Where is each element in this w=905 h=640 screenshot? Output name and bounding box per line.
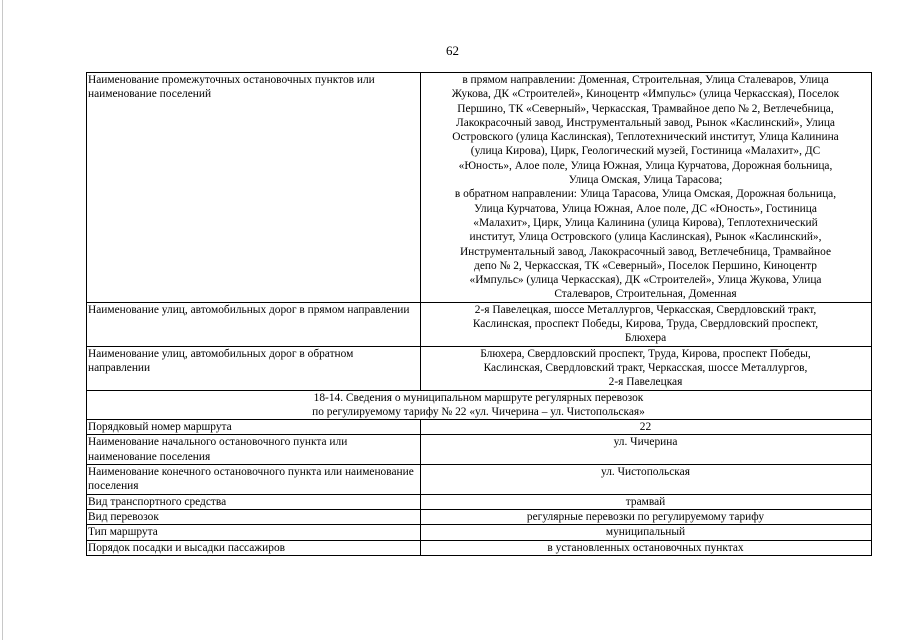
row-label: Порядковый номер маршрута — [87, 420, 421, 435]
row-value: муниципальный — [421, 525, 872, 540]
table-row-vehicle-type — [87, 494, 872, 509]
table-row-streets-forward — [87, 302, 872, 346]
section-heading-row — [87, 390, 872, 420]
row-label: Наименование конечного остановочного пункта или наименование поселения — [87, 465, 421, 495]
row-value: в установленных остановочных пунктах — [421, 540, 872, 555]
row-label: Вид перевозок — [87, 509, 421, 524]
table-row-intermediate-stops — [87, 73, 872, 303]
page-number: 62 — [446, 43, 459, 58]
table-row-route-type — [87, 525, 872, 540]
table-row-transport-kind — [87, 509, 872, 524]
row-value: ул. Чистопольская — [421, 465, 872, 495]
table-row-start-stop — [87, 435, 872, 465]
section-heading: 18-14. Сведения о муниципальном маршруте регулярных перевозок по регулируемому тарифу № 22 «ул. Чичерина – ул. Чистопольская» — [87, 390, 872, 420]
row-value: регулярные перевозки по регулируемому тарифу — [421, 509, 872, 524]
table-row-route-number — [87, 420, 872, 435]
row-value: трамвай — [421, 494, 872, 509]
route-table — [86, 72, 872, 556]
row-value-stops: в прямом направлении: Доменная, Строительная, Улица Сталеваров, Улица Жукова, ДК «Строителей», Киноцентр «Импульс» (улица Черкасская), Поселок Першино, ТК «Северный», Черкасская, Трамвайное депо № 2, Ветлечебница, Лакокрасочный завод, Инструментальный завод, Рынок «Каслинский», Улица Островского (улица Каслинская), Теплотехнический институт, Улица Калинина (улица Кирова), Цирк, Геологический музей, Гостиница «Малахит», ДС «Юность», Алое поле, Улица Южная, Улица Курчатова, Дорожная больница, Улица Омская, Улица Тарасова; в обратном направлении: Улица Тарасова, Улица Омская, Дорожная больница, Улица Курчатова, Улица Южная, Алое поле, ДС «Юность», Гостиница «Малахит», Цирк, Улица Калинина (улица Кирова), Теплотехнический институт, Улица Островского (улица Каслинская), Рынок «Каслинский», Инструментальный завод, Лакокрасочный завод, Ветлечебница, Трамвайное депо № 2, Черкасская, ТК «Северный», Поселок Першино, Киноцентр «Импульс» (улица Черкасская), ДК «Строителей», Улица Жукова, Улица Сталеваров, Строительная, Доменная — [421, 73, 872, 303]
table-row-boarding-order — [87, 540, 872, 555]
table-row-end-stop — [87, 465, 872, 495]
row-label: Порядок посадки и высадки пассажиров — [87, 540, 421, 555]
row-value: ул. Чичерина — [421, 435, 872, 465]
row-value-streets-backward: Блюхера, Свердловский проспект, Труда, Кирова, проспект Победы, Каслинская, Свердловский тракт, Черкасская, шоссе Металлургов, 2-я Павелецкая — [421, 346, 872, 390]
row-label: Тип маршрута — [87, 525, 421, 540]
row-value-streets-forward: 2-я Павелецкая, шоссе Металлургов, Черкасская, Свердловский тракт, Каслинская, проспект Победы, Кирова, Труда, Свердловский проспект, Блюхера — [421, 302, 872, 346]
row-value: 22 — [421, 420, 872, 435]
row-label: Вид транспортного средства — [87, 494, 421, 509]
page-edge-line — [2, 0, 3, 640]
row-label: Наименование начального остановочного пункта или наименование поселения — [87, 435, 421, 465]
table-row-streets-backward — [87, 346, 872, 390]
row-label: Наименование улиц, автомобильных дорог в прямом направлении — [87, 302, 421, 346]
row-label: Наименование промежуточных остановочных пунктов или наименование поселений — [87, 73, 421, 303]
row-label: Наименование улиц, автомобильных дорог в обратном направлении — [87, 346, 421, 390]
